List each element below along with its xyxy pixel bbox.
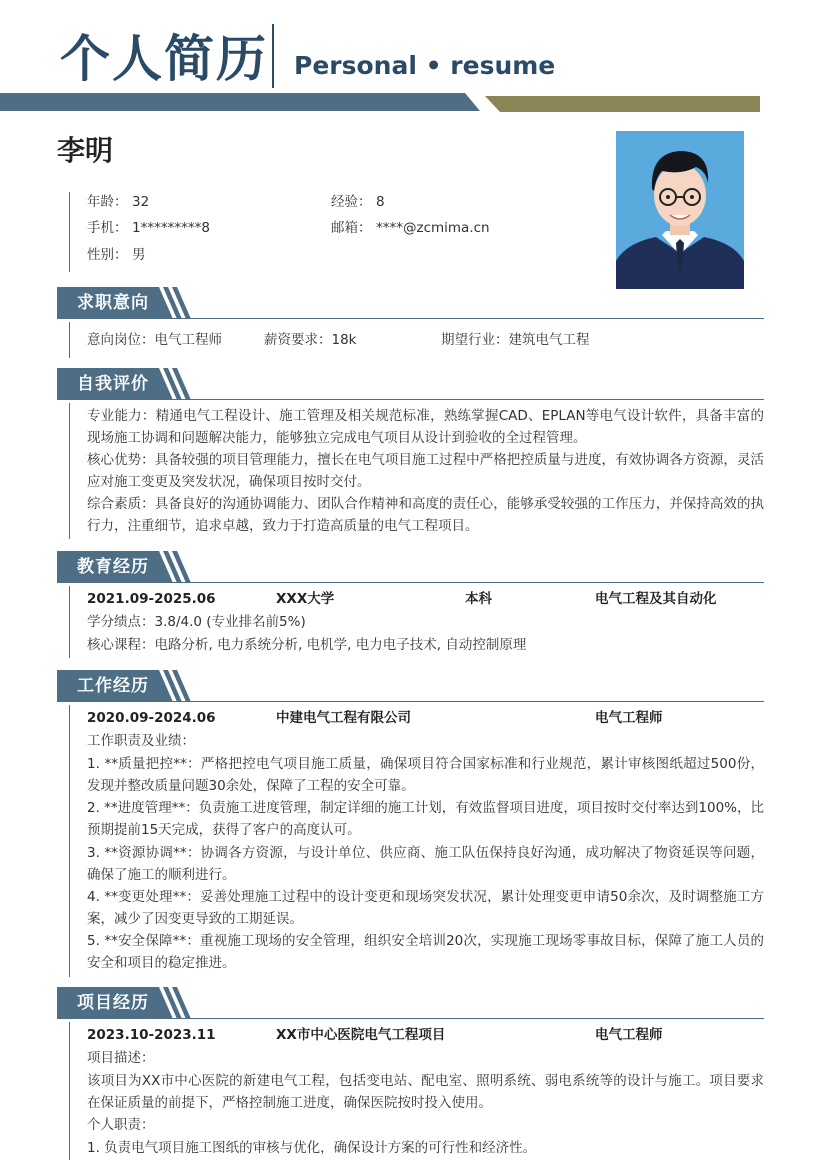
project-role: 电气工程师 bbox=[595, 1027, 663, 1043]
profile-photo bbox=[616, 131, 744, 289]
project-name: XX市中心医院电气工程项目 bbox=[276, 1027, 446, 1043]
self-eval-vertical-bar bbox=[69, 403, 70, 539]
education-gpa: 学分绩点：3.8/4.0 (专业排名前5%) bbox=[87, 614, 306, 630]
section-title: 求职意向 bbox=[77, 293, 149, 313]
intent-industry: 期望行业：建筑电气工程 bbox=[441, 332, 590, 348]
section-header-project bbox=[57, 987, 764, 1019]
experience-value: 8 bbox=[376, 194, 385, 210]
age-value: 32 bbox=[132, 194, 150, 210]
project-duty-item: 1. 负责电气项目施工图纸的审核与优化，确保设计方案的可行性和经济性。 bbox=[87, 1140, 537, 1156]
work-date: 2020.09-2024.06 bbox=[87, 710, 216, 726]
phone-value: 1*********8 bbox=[132, 220, 210, 236]
work-intro: 工作职责及业绩： bbox=[87, 733, 195, 749]
experience-label: 经验： bbox=[331, 194, 372, 210]
header-band-blue bbox=[0, 93, 480, 111]
age-label: 年龄： bbox=[87, 194, 128, 210]
resume-subtitle: Personal • resume bbox=[294, 51, 556, 80]
education-vertical-bar bbox=[69, 586, 70, 658]
section-header-education bbox=[57, 551, 764, 583]
header-divider bbox=[272, 24, 274, 88]
phone-label: 手机： bbox=[87, 220, 128, 236]
education-courses: 核心课程：电路分析, 电力系统分析, 电机学, 电力电子技术, 自动控制原理 bbox=[87, 637, 527, 653]
self-eval-professional: 专业能力：精通电气工程设计、施工管理及相关规范标准，熟练掌握CAD、EPLAN等电气设计软件，具备丰富的现场施工协调和问题解决能力，能够独立完成电气项目从设计到验收的全过程管理。 bbox=[87, 408, 764, 447]
education-major: 电气工程及其自动化 bbox=[595, 591, 717, 607]
section-title: 自我评价 bbox=[77, 374, 149, 394]
intent-position: 意向岗位：电气工程师 bbox=[87, 332, 222, 348]
section-header-intent bbox=[57, 287, 764, 319]
work-item-safety: 5. **安全保障**：重视施工现场的安全管理，组织安全培训20次，实现施工现场零事故目标，保障了施工人员的安全和项目的稳定推进。 bbox=[87, 933, 764, 972]
section-header-work bbox=[57, 670, 764, 702]
intent-vertical-bar bbox=[69, 322, 70, 358]
section-title: 工作经历 bbox=[77, 676, 149, 696]
candidate-name: 李明 bbox=[57, 134, 114, 167]
education-school: XXX大学 bbox=[276, 591, 335, 607]
work-item-resources: 3. **资源协调**：协调各方资源，与设计单位、供应商、施工队伍保持良好沟通，成功解决了物资延误等问题，确保了施工的顺利进行。 bbox=[87, 845, 764, 884]
gender-value: 男 bbox=[132, 247, 146, 263]
education-date: 2021.09-2025.06 bbox=[87, 591, 216, 607]
work-item-schedule: 2. **进度管理**：负责施工进度管理，制定详细的施工计划，有效监督项目进度，项目按时交付率达到100%，比预期提前15天完成，获得了客户的高度认可。 bbox=[87, 800, 764, 839]
work-item-quality: 1. **质量把控**：严格把控电气项目施工质量，确保项目符合国家标准和行业规范，累计审核图纸超过500份，发现并整改质量问题30余处，保障了工程的安全可靠。 bbox=[87, 756, 764, 795]
email-label: 邮箱： bbox=[331, 220, 372, 236]
work-vertical-bar bbox=[69, 705, 70, 977]
self-eval-strengths: 核心优势：具备较强的项目管理能力，擅长在电气项目施工过程中严格把控质量与进度，有效协调各方资源，灵活应对施工变更及突发状况，确保项目按时交付。 bbox=[87, 452, 764, 491]
project-desc-label: 项目描述： bbox=[87, 1050, 155, 1066]
header-band-olive bbox=[485, 96, 760, 112]
self-eval-qualities: 综合素质：具备良好的沟通协调能力、团队合作精神和高度的责任心，能够承受较强的工作压力，并保持高效的执行力，注重细节，追求卓越，致力于打造高质量的电气工程项目。 bbox=[87, 496, 764, 535]
section-title: 教育经历 bbox=[77, 557, 149, 577]
email-value: ****@zcmima.cn bbox=[376, 220, 490, 236]
gender-label: 性别： bbox=[87, 247, 128, 263]
project-date: 2023.10-2023.11 bbox=[87, 1027, 216, 1043]
section-title: 项目经历 bbox=[77, 993, 149, 1013]
education-degree: 本科 bbox=[465, 591, 492, 607]
section-header-self-eval bbox=[57, 368, 764, 400]
info-vertical-bar bbox=[69, 192, 70, 272]
portrait-illustration bbox=[616, 131, 744, 289]
project-vertical-bar bbox=[69, 1022, 70, 1160]
resume-title: 个人简历 bbox=[60, 30, 268, 88]
work-role: 电气工程师 bbox=[595, 710, 663, 726]
project-description: 该项目为XX市中心医院的新建电气工程，包括变电站、配电室、照明系统、弱电系统等的设计与施工。项目要求在保证质量的前提下，严格控制施工进度，确保医院按时投入使用。 bbox=[87, 1073, 764, 1112]
work-company: 中建电气工程有限公司 bbox=[276, 710, 411, 726]
intent-salary: 薪资要求：18k bbox=[264, 332, 357, 348]
work-item-changes: 4. **变更处理**：妥善处理施工过程中的设计变更和现场突发状况，累计处理变更申请50余次，及时调整施工方案，减少了因变更导致的工期延误。 bbox=[87, 889, 764, 928]
project-duty-label: 个人职责： bbox=[87, 1117, 155, 1133]
